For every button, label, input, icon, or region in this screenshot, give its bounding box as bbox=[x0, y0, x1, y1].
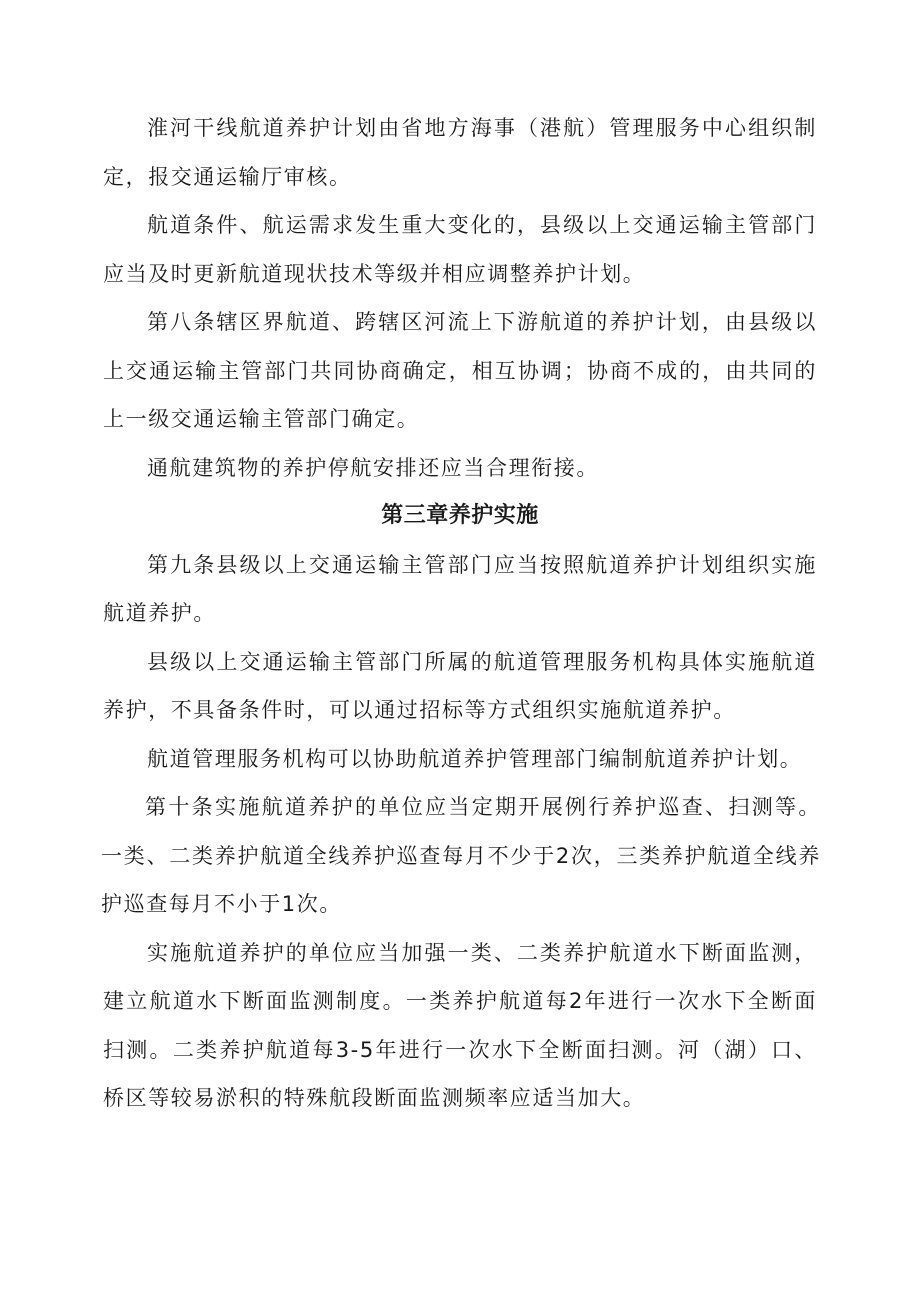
paragraph: 县级以上交通运输主管部门所属的航道管理服务机构具体实施航道养护，不具备条件时，可以通过招标等方式组织实施航道养护。 bbox=[103, 649, 817, 722]
paragraph-article-10: 第十条实施航道养护的单位应当定期开展例行养护巡查、扫测等。一类、二类养护航道全线养护巡查每月不少于2次，三类养护航道全线养护巡查每月不小于1次。 bbox=[101, 795, 821, 916]
paragraph-article-8: 第八条辖区界航道、跨辖区河流上下游航道的养护计划，由县级以上交通运输主管部门共同协商确定，相互协调；协商不成的，由共同的上一级交通运输主管部门确定。 bbox=[103, 310, 817, 431]
paragraph: 淮河干线航道养护计划由省地方海事（港航）管理服务中心组织制定，报交通运输厅审核。 bbox=[103, 116, 817, 189]
document-body bbox=[101, 104, 821, 1123]
paragraph: 实施航道养护的单位应当加强一类、二类养护航道水下断面监测，建立航道水下断面监测制度。一类养护航道每2年进行一次水下全断面扫测。二类养护航道每3-5年进行一次水下全断面扫测。河（湖）口、桥区等较易淤积的特殊航段断面监测频率应适当加大。 bbox=[103, 940, 817, 1110]
paragraph: 通航建筑物的养护停航安排还应当合理衔接。 bbox=[147, 455, 599, 480]
paragraph-article-9: 第九条县级以上交通运输主管部门应当按照航道养护计划组织实施航道养护。 bbox=[103, 552, 817, 625]
paragraph: 航道条件、航运需求发生重大变化的，县级以上交通运输主管部门应当及时更新航道现状技术等级并相应调整养护计划。 bbox=[103, 213, 817, 286]
chapter-heading: 第三章养护实施 bbox=[381, 503, 539, 528]
paragraph: 航道管理服务机构可以协助航道养护管理部门编制航道养护计划。 bbox=[147, 746, 803, 771]
